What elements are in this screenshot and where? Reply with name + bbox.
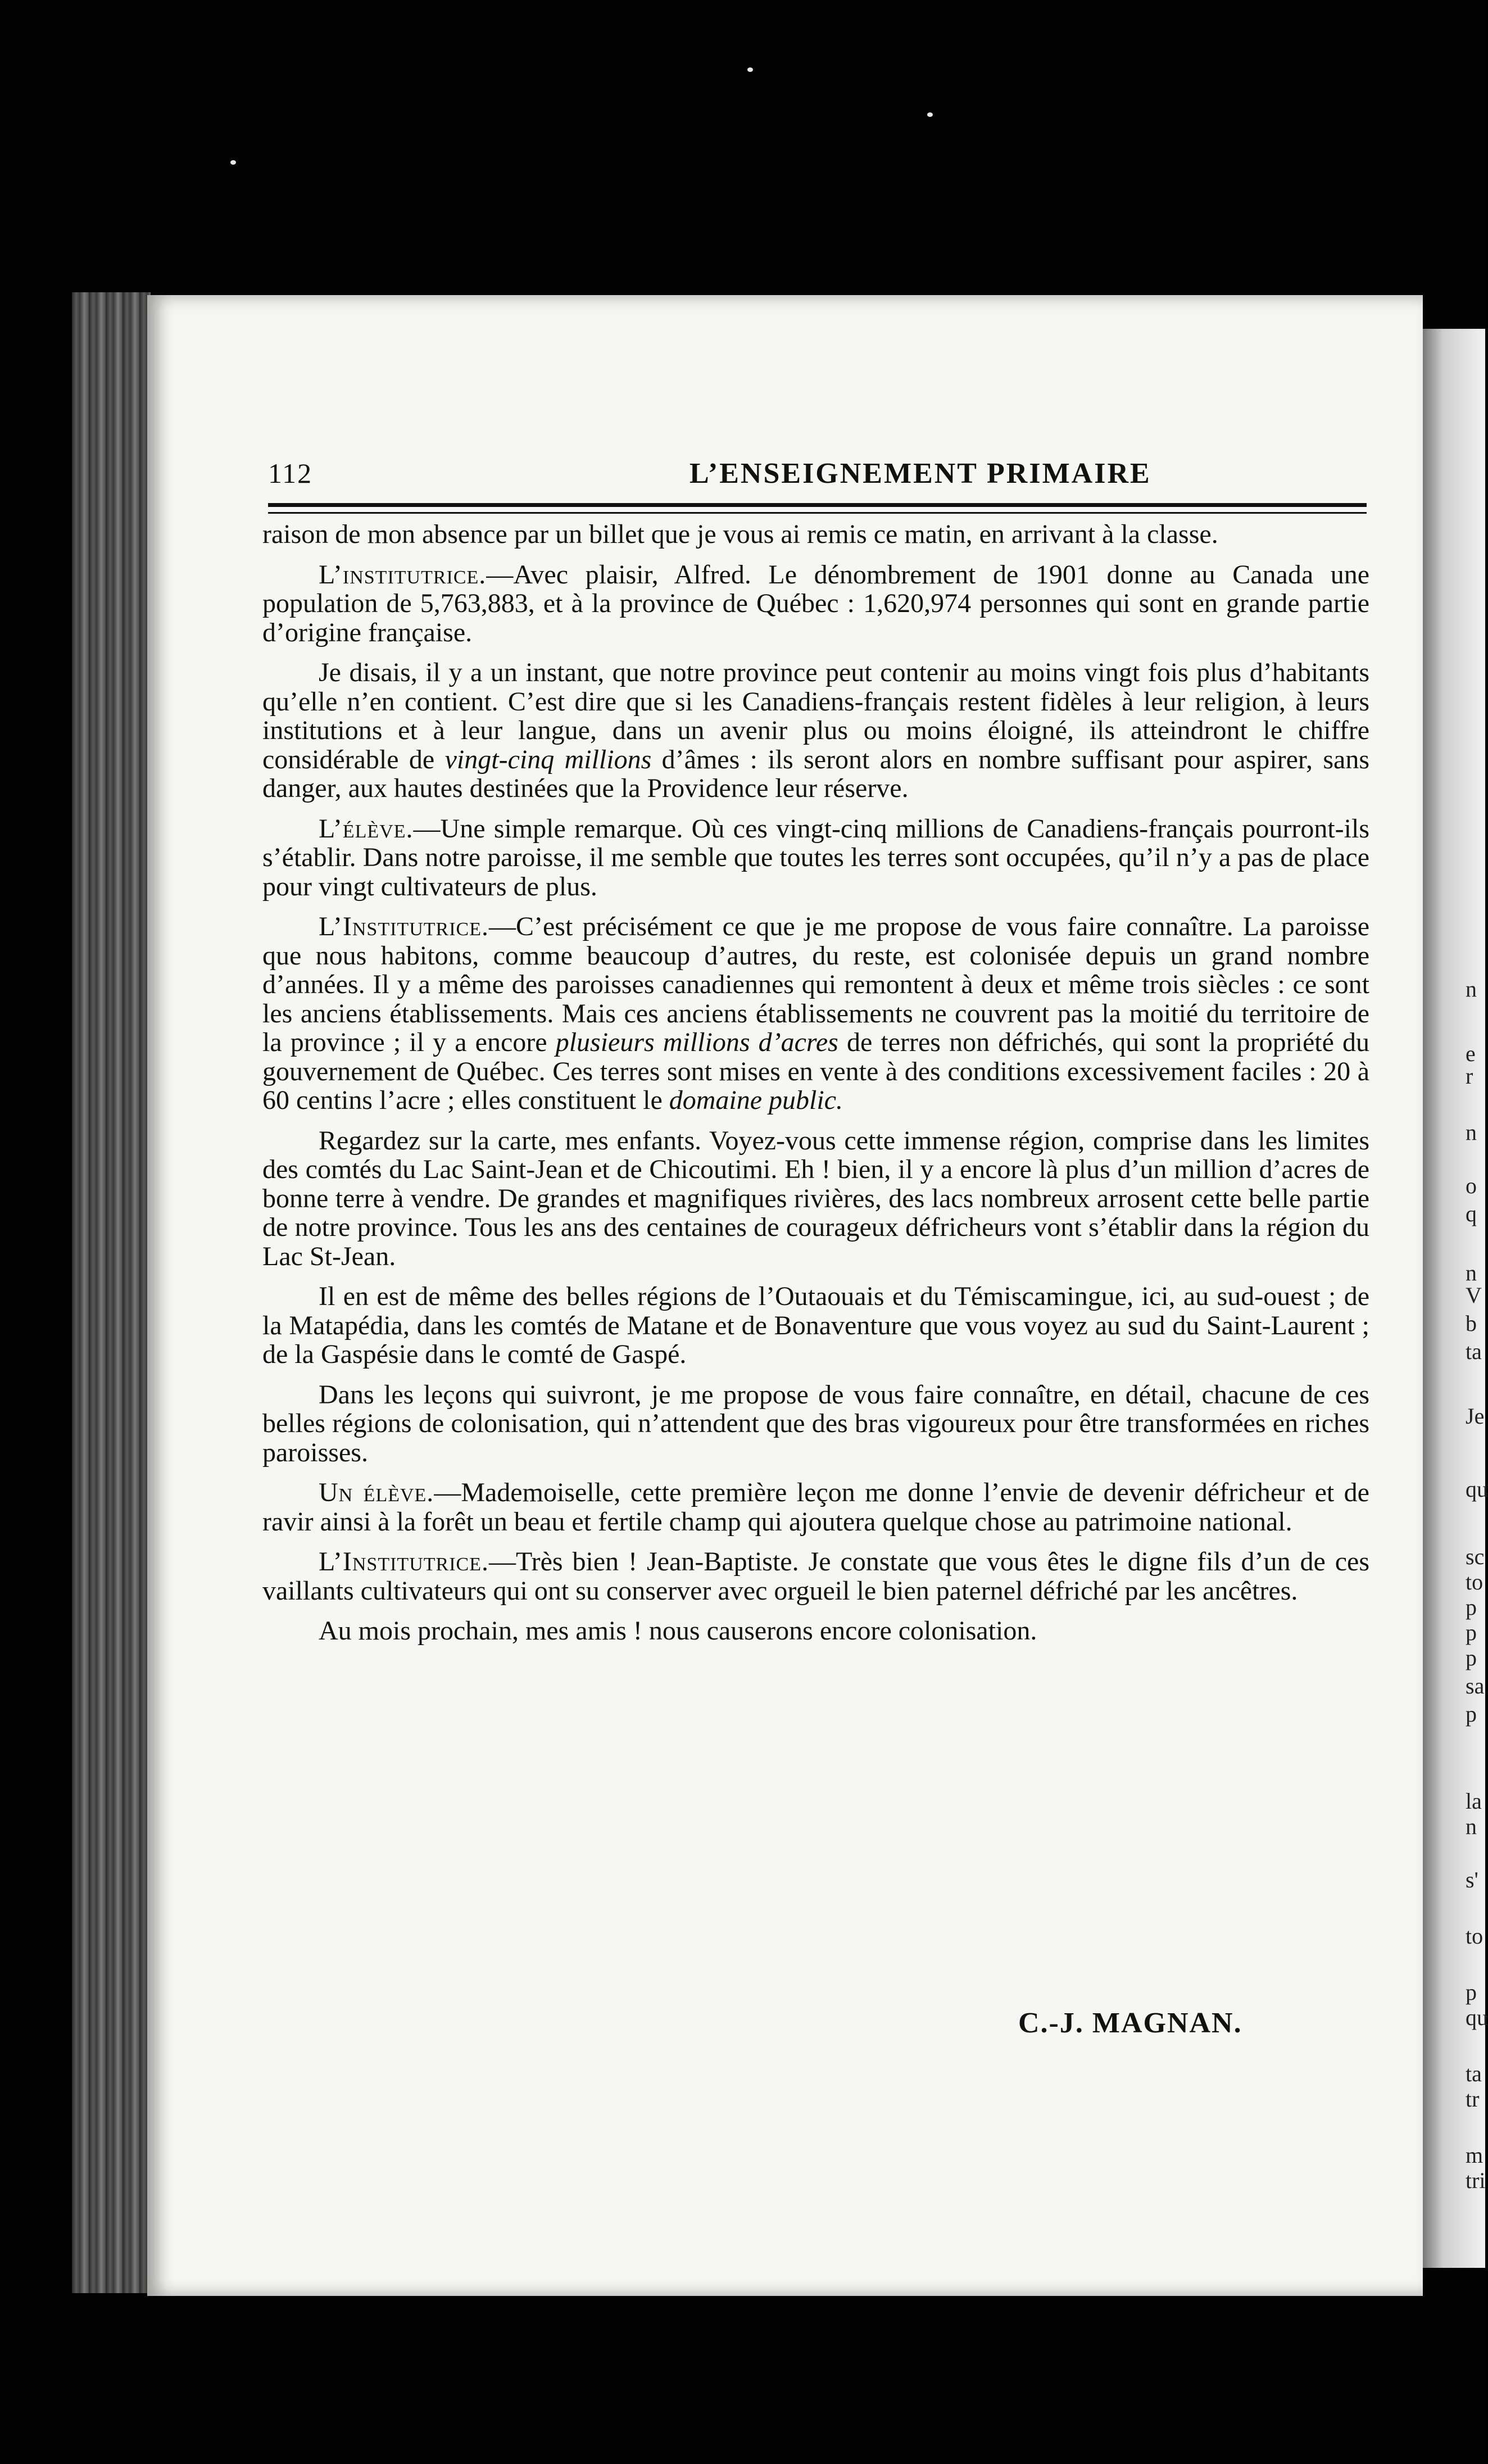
author-signature: C.-J. MAGNAN. [1018,2007,1242,2039]
book-spine [72,292,151,2293]
facing-page [1421,329,1488,2268]
facing-page-fragment: to [1466,1923,1484,1949]
facing-page-fragment: n [1466,1260,1477,1285]
book-page [147,295,1423,2296]
emphasis-text: domaine public. [669,1085,843,1115]
facing-page-fragment: la [1466,1788,1482,1814]
paragraph [262,814,1369,902]
facing-page-fragment: tr [1466,2086,1480,2112]
paragraph [262,1380,1369,1467]
facing-page-fragment: V [1466,1283,1482,1308]
emphasis-text: plusieurs millions d’acres [555,1027,838,1057]
facing-page-fragment: ta [1466,2061,1482,2086]
facing-page-fragment: n [1466,1814,1477,1839]
paragraph [262,520,1369,549]
speaker-label: L’Institutrice. [319,912,489,941]
facing-page-fragment: b [1466,1311,1477,1336]
paragraph [262,1282,1369,1369]
facing-page-fragment: n [1466,1120,1477,1145]
facing-page-fragment: p [1466,1980,1477,2005]
facing-page-fragment: q [1466,1201,1477,1226]
facing-page-fragment: p [1466,1595,1477,1620]
paragraph-text: Il en est de même des belles régions de l’Outaouais et du Témiscamingue, ici, au sud-ouest ; de la Matapédia, dans les comtés de Matane et de Bonaventure que vous voyez au sud du Saint-Laurent ; de la Gaspésie dans le comté de Gaspé. [262,1281,1369,1369]
emphasis-text: vingt-cinq millions [444,744,652,774]
paragraph [262,658,1369,803]
facing-page-fragment: Je [1466,1403,1485,1429]
paragraph-text: —Très bien ! Jean-Baptiste. Je constate que vous êtes le digne fils d’un de ces vaillants cultivateurs qui ont su conserver avec orgueil le bien paternel défriché par les ancêtres. [262,1547,1369,1606]
facing-page-fragment: p [1466,1701,1477,1727]
speaker-label: L’institutrice. [319,559,487,590]
article-body [262,520,1369,1657]
facing-page-fragment: s' [1466,1867,1478,1892]
paragraph [262,1478,1369,1536]
paragraph-text: —C’est précisément ce que je me propose de vous faire connaître. La paroisse que nous habitons, comme beaucoup d’autres, du reste, est colonisée depuis un grand nombre d’années. Il y a même des paroisses canadiennes qui remontent à deux et même trois siècles : ce sont les anciens établissements. Mais ces anciens établissements ne couvrent pas la moitié du territoire de la province ; il y a encore [262,912,1369,1057]
paragraph-text: —Mademoiselle, cette première leçon me donne l’envie de devenir défricheur et de ravir ainsi à la forêt un beau et fertile champ qui ajoutera quelque chose au patrimoine national. [262,1478,1369,1537]
dust-speck [230,160,236,165]
dust-speck [927,112,933,117]
facing-page-fragment: p [1466,1620,1477,1645]
dust-speck [747,67,753,72]
running-title: L’ENSEIGNEMENT PRIMAIRE [689,458,1151,490]
facing-page-fragment: qu [1466,2005,1488,2030]
paragraph [262,1547,1369,1605]
paragraph [262,912,1369,1115]
facing-page-fragment: n [1466,976,1477,1002]
paragraph-text: —Une simple remarque. Où ces vingt-cinq millions de Canadiens-français pourront-ils s’établir. Dans notre paroisse, il me semble que toutes les terres sont occupées, qu’il n’y a pas de place pour vingt cultivateurs de plus. [262,813,1369,902]
paragraph [262,1126,1369,1271]
facing-page-fragment: e [1466,1041,1476,1066]
facing-page-fragment: sc [1466,1544,1485,1569]
page-number: 112 [268,458,313,489]
paragraph-text: de terres non défrichés, qui sont la propriété du gouvernement de Québec. Ces terres sont mises en vente à des conditions excessivement faciles : 20 à 60 centins l’acre ; elles constituent le [262,1027,1370,1115]
paragraph-text: Je disais, il y a un instant, que notre province peut contenir au moins vingt fois plus d’habitants qu’elle n’en contient. C’est dire que si les Canadiens-français restent fidèles à leur religion, à leurs institutions et à leur langue, dans un avenir plus ou moins éloigné, ils atteindront le chiffre considérable de [262,658,1369,774]
facing-page-fragment: to [1466,1569,1484,1595]
paragraph-text: raison de mon absence par un billet que je vous ai remis ce matin, en arrivant à la classe. [262,519,1218,549]
header-rule-thin [268,512,1367,514]
paragraph [262,1616,1369,1646]
paragraph-text: —Avec plaisir, Alfred. Le dénombrement de 1901 donne au Canada une population de 5,763,883, et à la province de Québec : 1,620,974 personnes qui sont en grande partie d’origine française. [262,559,1369,647]
facing-page-fragment: sa [1466,1673,1485,1698]
speaker-label: L’Institutrice. [319,1547,489,1577]
facing-page-fragment: o [1466,1173,1477,1198]
facing-page-fragment: ta [1466,1339,1482,1364]
speaker-label: Un élève. [319,1478,434,1507]
paragraph [262,560,1369,647]
facing-page-fragment: r [1466,1063,1473,1089]
page-header [268,447,1392,497]
speaker-label: L’élève. [319,813,414,844]
facing-page-fragment: qu [1466,1476,1488,1502]
facing-page-fragment: p [1466,1645,1477,1670]
paragraph-text: Dans les leçons qui suivront, je me propose de vous faire connaître, en détail, chacune de ces belles régions de colonisation, qui n’attendent que des bras vigoureux pour être transformées en riches paroisses. [262,1379,1369,1467]
paragraph-text: Regardez sur la carte, mes enfants. Voyez-vous cette immense région, comprise dans les limites des comtés du Lac Saint-Jean et de Chicoutimi. Eh ! bien, il y a encore là plus d’un million d’acres de bonne terre à vendre. De grandes et magnifiques rivières, des lacs nombreux arrosent cette belle partie de notre province. Tous les ans des centaines de courageux défricheurs vont s’établir dans la région du Lac St-Jean. [262,1125,1369,1271]
paragraph-text: d’âmes : ils seront alors en nombre suffisant pour aspirer, sans danger, aux hautes destinées que la Providence leur réserve. [262,744,1369,803]
header-rule-thick [268,503,1367,507]
paragraph-text: Au mois prochain, mes amis ! nous causerons encore colonisation. [319,1616,1037,1646]
facing-page-fragment: m [1466,2143,1484,2168]
facing-page-fragment: tri [1466,2168,1486,2193]
